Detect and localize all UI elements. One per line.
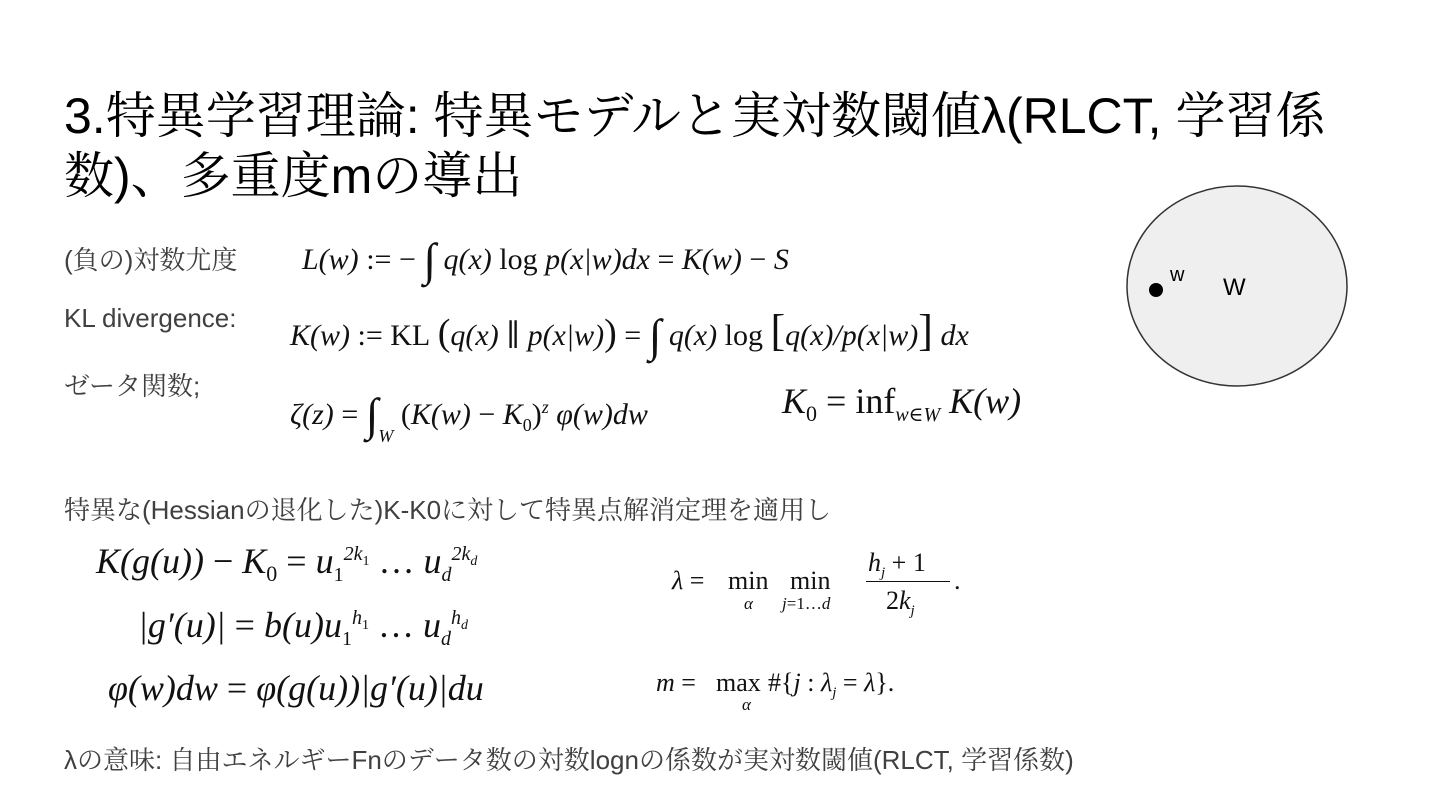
multiplicity-formula: m = max α #{j : $\lambda_j = \lambda$}.: [656, 668, 895, 714]
point-label: w: [1170, 264, 1185, 286]
resolution-formula-1: $K(g(u)) - K_0 = u_1^{2k_1}$ … $u_d^{2k_d}$: [96, 541, 478, 587]
resolution-theorem-text: 特異な(Hessianの退化した)K-K0に対して特異点解消定理を適用し: [64, 495, 832, 525]
log-likelihood-formula: L(w) := − ∫ q(x) log p(x|w)dx = K(w) − S: [302, 234, 789, 285]
log-likelihood-label: (負の)対数尤度: [64, 245, 238, 275]
slide-title: 3.特異学習理論: 特異モデルと実対数閾値λ(RLCT, 学習係数)、多重度mの導出: [64, 88, 1326, 204]
kl-divergence-formula: K(w) := KL (q(x) ∥ p(x|w)) = ∫ q(x) log [q(x)/p(x|w)] dx: [290, 306, 969, 361]
k0-infimum-formula: $K_0 = inf_{w\in W}$ K(w): [782, 381, 1022, 427]
parameter-space-diagram: [1120, 180, 1360, 400]
parameter-point: [1149, 283, 1163, 297]
lambda-formula: λ = min α min j=1…d $h_j + 1$ $2k_j$ .: [672, 548, 961, 620]
resolution-formula-3: φ(w)dw = φ(g(u))|g′(u)|du: [108, 668, 484, 708]
set-label: W: [1223, 274, 1246, 301]
zeta-formula: $\zeta(z) = \int_W$ $(K(w) - K_0)^z$ φ(w)dw: [290, 389, 648, 446]
zeta-function-label: ゼータ関数;: [64, 371, 201, 401]
kl-divergence-label: KL divergence:: [64, 303, 237, 333]
resolution-formula-2: $|g'(u)| = b(u)u_1^{h_1}$ … $u_d^{h_d}$: [138, 605, 468, 651]
lambda-meaning-text: λの意味: 自由エネルギーFnのデータ数の対数lognの係数が実対数閾値(RLCT, 学習係数): [64, 745, 1074, 775]
